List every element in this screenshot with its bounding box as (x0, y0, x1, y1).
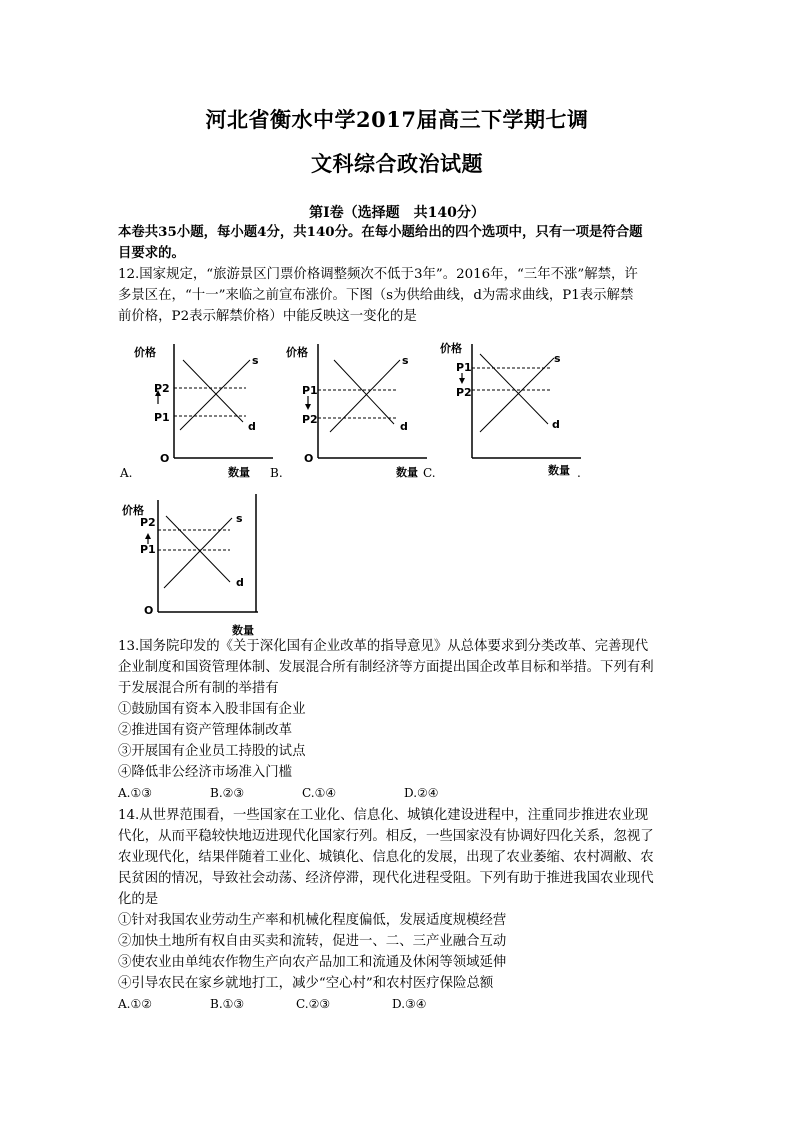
q14-choices (118, 994, 684, 1015)
q13-choice-a[interactable]: A.①③ (118, 786, 152, 800)
q12-text-2: 多景区在，“十一”来临之前宣布涨价。下图（s为供给曲线，d为需求曲线，P1表示解禁 (118, 288, 634, 303)
demand-curve-c (480, 354, 548, 424)
chart-d-axes (158, 494, 258, 612)
section-intro-2: 目要求的。 (118, 245, 185, 261)
chart-c-axes (472, 344, 581, 458)
chart-c-p2: P2 (456, 386, 472, 399)
q13-item-2: ②推进国有资产管理体制改革 (118, 723, 293, 738)
demand-curve-a (183, 360, 243, 422)
supply-curve-d (164, 518, 232, 588)
chart-b-p2: P2 (302, 413, 318, 426)
price-arrowhead-c (459, 378, 465, 384)
chart-d-ylabel: 价格 (122, 504, 144, 517)
q14-text-4: 民贫困的情况，导致社会动荡、经济停滞，现代化进程受阻。下列有助于推进我国农业现代 (118, 871, 654, 886)
q14-choice-d[interactable]: D.③④ (392, 997, 427, 1011)
q13-text-1: 13.国务院印发的《关于深化国有企业改革的指导意见》从总体要求到分类改革、完善现代 (118, 639, 649, 654)
chart-a-xlabel: 数量 (228, 466, 250, 478)
q12-option-a-label: A. (120, 466, 133, 480)
price-arrowhead-d (145, 533, 151, 539)
q12-option-b-label: B. (270, 466, 283, 480)
supply-curve-b (330, 360, 400, 432)
q13-choice-b[interactable]: B.②③ (210, 786, 245, 800)
chart-option-a (128, 338, 278, 478)
q14-text-5: 化的是 (118, 892, 159, 907)
q12-option-c-label: C. (423, 466, 436, 480)
chart-option-b (282, 338, 432, 478)
chart-a-p2: P2 (154, 382, 170, 395)
chart-c-ylabel: 价格 (440, 342, 462, 355)
chart-d-xlabel: 数量 (232, 624, 254, 637)
chart-b-origin: O (304, 452, 314, 465)
chart-a-origin: O (160, 452, 170, 465)
chart-b-p1: P1 (302, 384, 318, 397)
q14-choice-b[interactable]: B.①③ (210, 997, 245, 1011)
chart-a-d: d (248, 420, 256, 433)
chart-b-ylabel: 价格 (286, 346, 308, 359)
q13-item-3: ③开展国有企业员工持股的试点 (118, 744, 306, 759)
q13-item-4: ④降低非公经济市场准入门槛 (118, 765, 293, 780)
chart-b-svg (282, 338, 432, 478)
q13-item-1: ①鼓励国有资本入股非国有企业 (118, 702, 306, 717)
q13-choice-d[interactable]: D.②④ (404, 786, 439, 800)
chart-c-svg (436, 338, 586, 478)
chart-d-origin: O (144, 604, 154, 617)
chart-a-ylabel: 价格 (134, 346, 156, 359)
q14-text-1: 14.从世界范围看，一些国家在工业化、信息化、城镇化建设进程中，注重同步推进农业现 (118, 808, 649, 823)
chart-b-d: d (400, 420, 408, 433)
chart-a-s: s (252, 354, 259, 367)
chart-option-d (118, 494, 268, 638)
q13-choices (118, 783, 684, 804)
q12-option-d-trailing-mark: . (577, 466, 581, 480)
section-intro-1: 本卷共35小题，每小题4分，共140分。在每小题给出的四个选项中，只有一项是符合题 (118, 224, 643, 240)
q14-choice-a[interactable]: A.①② (118, 997, 152, 1011)
chart-a-svg (128, 338, 278, 478)
chart-b-xlabel: 数量 (396, 466, 418, 478)
q13-text-3: 于发展混合所有制的举措有 (118, 681, 279, 696)
chart-option-c (436, 338, 586, 478)
chart-d-svg (118, 494, 268, 638)
exam-subtitle: 文科综合政治试题 (311, 151, 483, 176)
q13-text-2: 企业制度和国资管理体制、发展混合所有制经济等方面提出国企改革目标和举措。下列有利 (118, 660, 654, 675)
q14-item-4: ④引导农民在家乡就地打工，减少“空心村”和农村医疗保险总额 (118, 976, 494, 991)
chart-d-p1: P1 (140, 543, 156, 556)
supply-curve-a (180, 360, 250, 430)
q14-item-1: ①针对我国农业劳动生产率和机械化程度偏低，发展适度规模经营 (118, 913, 507, 928)
price-arrowhead-b (305, 404, 311, 410)
supply-curve-c (480, 358, 554, 432)
q14-text-3: 农业现代化，结果伴随着工业化、城镇化、信息化的发展，出现了农业萎缩、农村凋敝、农 (118, 850, 654, 865)
chart-c-xlabel: 数量 (548, 464, 570, 477)
q12-text-1: 12.国家规定，“旅游景区门票价格调整频次不低于3年”。2016年，“三年不涨”解禁，许 (118, 267, 638, 282)
q14-item-3: ③使农业由单纯农作物生产向农产品加工和流通及休闲等领域延伸 (118, 955, 507, 970)
q14-item-2: ②加快土地所有权自由买卖和流转，促进一、二、三产业融合互动 (118, 934, 507, 949)
q13-choice-c[interactable]: C.①④ (302, 786, 337, 800)
chart-d-d: d (236, 576, 244, 589)
exam-title: 河北省衡水中学2017届高三下学期七调 (205, 107, 589, 132)
chart-d-s: s (236, 512, 243, 525)
chart-c-p1: P1 (456, 361, 472, 374)
demand-curve-b (334, 360, 394, 424)
q14-text-2: 代化，从而平稳较快地迈进现代化国家行列。相反，一些国家没有协调好四化关系，忽视了 (118, 829, 654, 844)
chart-c-d: d (552, 418, 560, 431)
q14-choice-c[interactable]: C.②③ (296, 997, 331, 1011)
chart-d-p2: P2 (140, 516, 156, 529)
chart-b-s: s (402, 354, 409, 367)
chart-a-p1: P1 (154, 411, 170, 424)
section-heading: 第Ⅰ卷（选择题 共140分） (309, 205, 485, 221)
q12-text-3: 前价格，P2表示解禁价格）中能反映这一变化的是 (118, 309, 417, 324)
chart-c-s: s (554, 352, 561, 365)
demand-curve-d (166, 516, 230, 582)
